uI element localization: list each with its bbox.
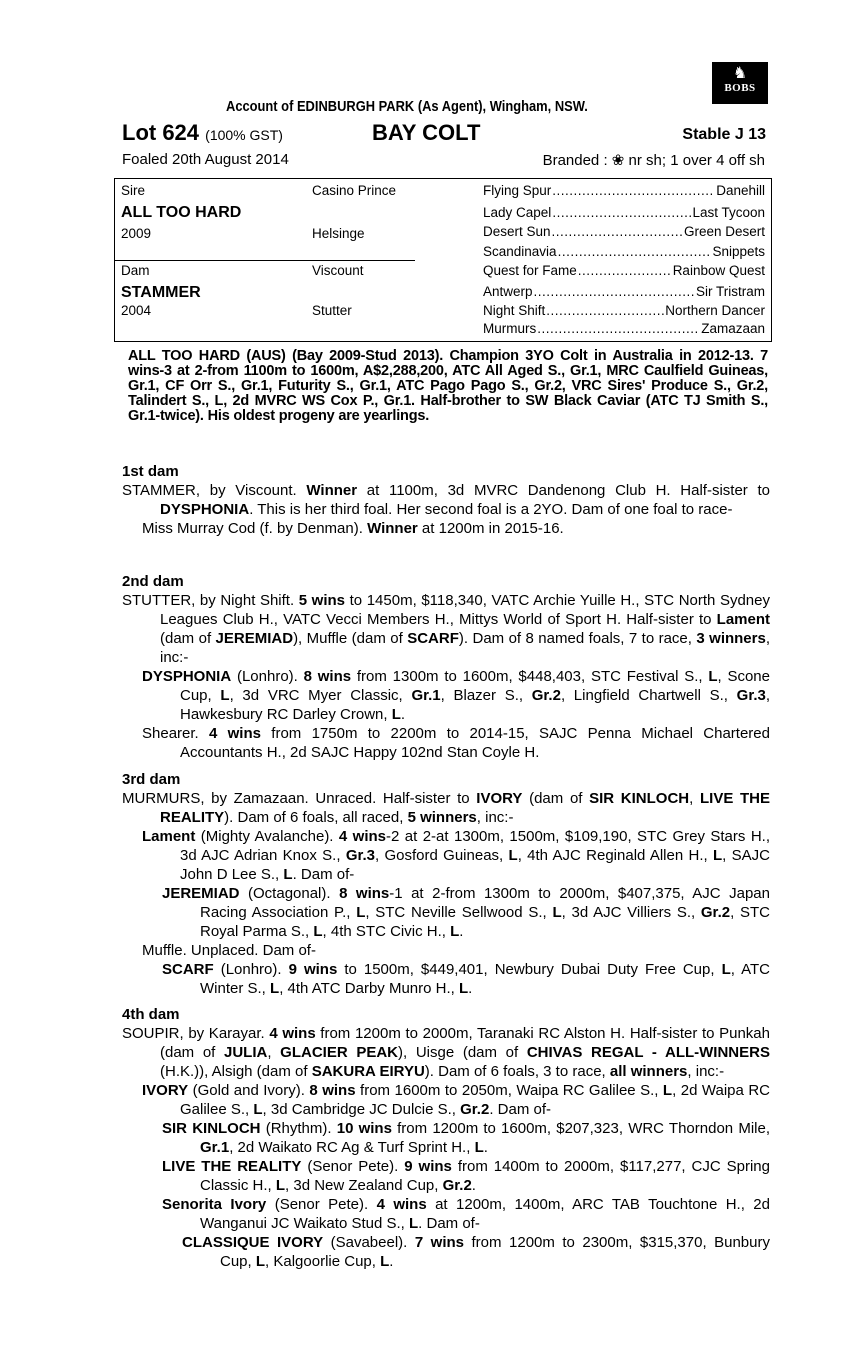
section-heading: 1st dam bbox=[122, 463, 179, 480]
section-heading: 4th dam bbox=[122, 1006, 180, 1023]
branded-label: Branded : bbox=[542, 152, 608, 169]
section-heading: 2nd dam bbox=[122, 573, 184, 590]
section-body bbox=[122, 591, 770, 762]
pedigree-gen3-row bbox=[483, 205, 765, 220]
gen3-name: Night Shift bbox=[483, 303, 546, 318]
dam-section-4 bbox=[122, 1005, 770, 1271]
gen3-name: Quest for Fame bbox=[483, 263, 577, 278]
pedigree-gen3-row bbox=[483, 224, 765, 239]
gen3-sire: Northern Dancer bbox=[665, 303, 765, 318]
pedigree-gen3-row bbox=[483, 321, 765, 336]
sire-notes: ALL TOO HARD (AUS) (Bay 2009-Stud 2013). Champion 3YO Colt in Australia in 2012-13. 7 wins-3 at 2-from 1100m to 1600m, A$2,288,200, ATC All Aged S., Gr.1, MRC Caulfield Guineas, Gr.1, CF Orr S., Gr.1, Futurity S., Gr.1, ATC Pago Pago S., Gr.2, VRC Sires' Produce S., Gr.2, Talindert S., L, 2d MVRC WS Cox P., Gr.1. Half-brother to SW Black Caviar (ATC TJ Smith S., Gr.1-twice). His oldest progeny are yearlings. bbox=[128, 348, 768, 424]
pedigree-gen3-row bbox=[483, 303, 765, 318]
gen3-sire: Snippets bbox=[712, 244, 765, 259]
pedigree-paragraph: DYSPHONIA (Lonhro). 8 wins from 1300m to 1600m, $448,403, STC Festival S., L, Scone Cup, L, 3d VRC Myer Classic, Gr.1, Blazer S., Gr.2, Lingfield Chartwell S., Gr.3, Hawkesbury RC Darley Crown, L. bbox=[142, 668, 771, 723]
leader-dots bbox=[546, 303, 664, 318]
pedigree-paragraph: Shearer. 4 wins from 1750m to 2200m to 2014-15, SAJC Penna Michael Chartered Accountants H., 2d SAJC Happy 102nd Stan Coyle H. bbox=[142, 725, 770, 761]
vendor-account: Account of EDINBURGH PARK (As Agent), Wingham, NSW. bbox=[226, 98, 588, 115]
pedigree-gen2: Viscount bbox=[312, 263, 364, 278]
section-body bbox=[122, 1024, 770, 1271]
leader-dots bbox=[558, 244, 712, 259]
gen3-name: Scandinavia bbox=[483, 244, 557, 259]
pedigree-gen2: Helsinge bbox=[312, 226, 365, 241]
dam-section-3 bbox=[122, 770, 770, 998]
pedigree-paragraph: LIVE THE REALITY (Senor Pete). 9 wins from 1400m to 2000m, $117,277, CJC Spring Classic H., L, 3d New Zealand Cup, Gr.2. bbox=[162, 1158, 770, 1194]
lot-number bbox=[122, 120, 283, 146]
leader-dots bbox=[537, 321, 700, 336]
pedigree-gen3-row bbox=[483, 284, 765, 299]
gen3-sire: Rainbow Quest bbox=[672, 263, 765, 278]
pedigree-gen2: Stutter bbox=[312, 303, 352, 318]
sire-year: 2009 bbox=[121, 226, 152, 241]
lot-label: Lot 624 bbox=[122, 120, 200, 145]
foaled-date: Foaled 20th August 2014 bbox=[122, 151, 289, 168]
section-heading: 3rd dam bbox=[122, 771, 181, 788]
dam-year: 2004 bbox=[121, 303, 152, 318]
sire-name: ALL TOO HARD bbox=[121, 204, 242, 221]
pedigree-paragraph: STUTTER, by Night Shift. 5 wins to 1450m, $118,340, VATC Archie Yuille H., STC North Sydney Leagues Club H., VATC Vecci Members H., Mittys World of Sport H. Half-sister to Lament (dam of JEREMIAD), Muffle (dam of SCARF). Dam of 8 named foals, 7 to race, 3 winners, inc:- bbox=[122, 592, 771, 666]
dam-label: Dam bbox=[121, 263, 150, 278]
sale-logo bbox=[712, 62, 768, 104]
stable-location: Stable J 13 bbox=[682, 126, 766, 143]
pedigree-paragraph: MURMURS, by Zamazaan. Unraced. Half-sister to IVORY (dam of SIR KINLOCH, LIVE THE REALITY). Dam of 6 foals, all raced, 5 winners, inc:- bbox=[122, 790, 770, 826]
pedigree-table bbox=[114, 178, 772, 342]
gen3-sire: Last Tycoon bbox=[692, 205, 765, 220]
dam-name: STAMMER bbox=[121, 284, 201, 301]
dam-section-1 bbox=[122, 462, 770, 538]
brand-info bbox=[543, 151, 765, 169]
leader-dots bbox=[534, 284, 695, 299]
pedigree-paragraph: Senorita Ivory (Senor Pete). 4 wins at 1200m, 1400m, ARC TAB Touchtone H., 2d Wanganui JC Waikato Stud S., L. Dam of- bbox=[162, 1196, 770, 1232]
pedigree-paragraph: IVORY (Gold and Ivory). 8 wins from 1600m to 2050m, Waipa RC Galilee S., L, 2d Waipa RC Galilee S., L, 3d Cambridge JC Dulcie S., Gr.2. Dam of- bbox=[142, 1082, 770, 1118]
gen3-sire: Zamazaan bbox=[701, 321, 765, 336]
horse-icon: ♞ bbox=[732, 65, 748, 82]
leader-dots bbox=[552, 205, 691, 220]
leader-dots bbox=[552, 224, 683, 239]
logo-text: BOBS bbox=[724, 82, 756, 94]
pedigree-gen2: Casino Prince bbox=[312, 183, 397, 198]
leader-dots bbox=[552, 183, 715, 198]
gen3-sire: Green Desert bbox=[683, 224, 765, 239]
pedigree-paragraph: STAMMER, by Viscount. Winner at 1100m, 3d MVRC Dandenong Club H. Half-sister to DYSPHONIA. This is her third foal. Her second foal is a 2YO. Dam of one foal to race- bbox=[122, 482, 770, 518]
gen3-sire: Danehill bbox=[716, 183, 765, 198]
pedigree-paragraph: SOUPIR, by Karayar. 4 wins from 1200m to 2000m, Taranaki RC Alston H. Half-sister to Punkah (dam of JULIA, GLACIER PEAK), Uisge (dam of CHIVAS REGAL - ALL-WINNERS (H.K.)), Alsigh (dam of SAKURA EIRYU). Dam of 6 foals, 3 to race, all winners, inc:- bbox=[122, 1025, 770, 1080]
section-body bbox=[122, 481, 770, 538]
horse-description: BAY COLT bbox=[372, 120, 481, 145]
gen3-name: Antwerp bbox=[483, 284, 533, 299]
brand-mark-icon: ❀ bbox=[611, 152, 625, 169]
gen3-name: Desert Sun bbox=[483, 224, 551, 239]
pedigree-gen3-row bbox=[483, 183, 765, 198]
pedigree-paragraph: Miss Murray Cod (f. by Denman). Winner at 1200m in 2015-16. bbox=[142, 520, 564, 537]
pedigree-gen3-row bbox=[483, 263, 765, 278]
gen3-name: Lady Capel bbox=[483, 205, 552, 220]
sire-label: Sire bbox=[121, 183, 146, 198]
pedigree-divider bbox=[115, 260, 415, 261]
pedigree-paragraph: SIR KINLOCH (Rhythm). 10 wins from 1200m to 1600m, $207,323, WRC Thorndon Mile, Gr.1, 2d Waikato RC Ag & Turf Sprint H., L. bbox=[162, 1120, 770, 1156]
pedigree-paragraph: JEREMIAD (Octagonal). 8 wins-1 at 2-from 1300m to 2000m, $407,375, AJC Japan Racing Association P., L, STC Neville Sellwood S., L, 3d AJC Villiers S., Gr.2, STC Royal Parma S., L, 4th STC Civic H., L. bbox=[162, 885, 770, 940]
pedigree-gen3-row bbox=[483, 244, 765, 259]
dam-section-2 bbox=[122, 572, 770, 762]
branded-value: nr sh; 1 over 4 off sh bbox=[628, 152, 765, 169]
leader-dots bbox=[578, 263, 672, 278]
gst-note: (100% GST) bbox=[205, 127, 283, 143]
pedigree-paragraph: Lament (Mighty Avalanche). 4 wins-2 at 2-at 1300m, 1500m, $109,190, STC Grey Stars H., 3d AJC Adrian Knox S., Gr.3, Gosford Guineas, L, 4th AJC Reginald Allen H., L, SAJC John D Lee S., L. Dam of- bbox=[142, 828, 770, 883]
pedigree-paragraph: CLASSIQUE IVORY (Savabeel). 7 wins from 1200m to 2300m, $315,370, Bunbury Cup, L, Kalgoorlie Cup, L. bbox=[182, 1234, 770, 1270]
gen3-name: Murmurs bbox=[483, 321, 537, 336]
pedigree-paragraph: SCARF (Lonhro). 9 wins to 1500m, $449,401, Newbury Dubai Duty Free Cup, L, ATC Winter S., L, 4th ATC Darby Munro H., L. bbox=[162, 961, 771, 997]
section-body bbox=[122, 789, 770, 998]
pedigree-paragraph: Muffle. Unplaced. Dam of- bbox=[142, 942, 316, 959]
gen3-name: Flying Spur bbox=[483, 183, 552, 198]
gen3-sire: Sir Tristram bbox=[696, 284, 765, 299]
